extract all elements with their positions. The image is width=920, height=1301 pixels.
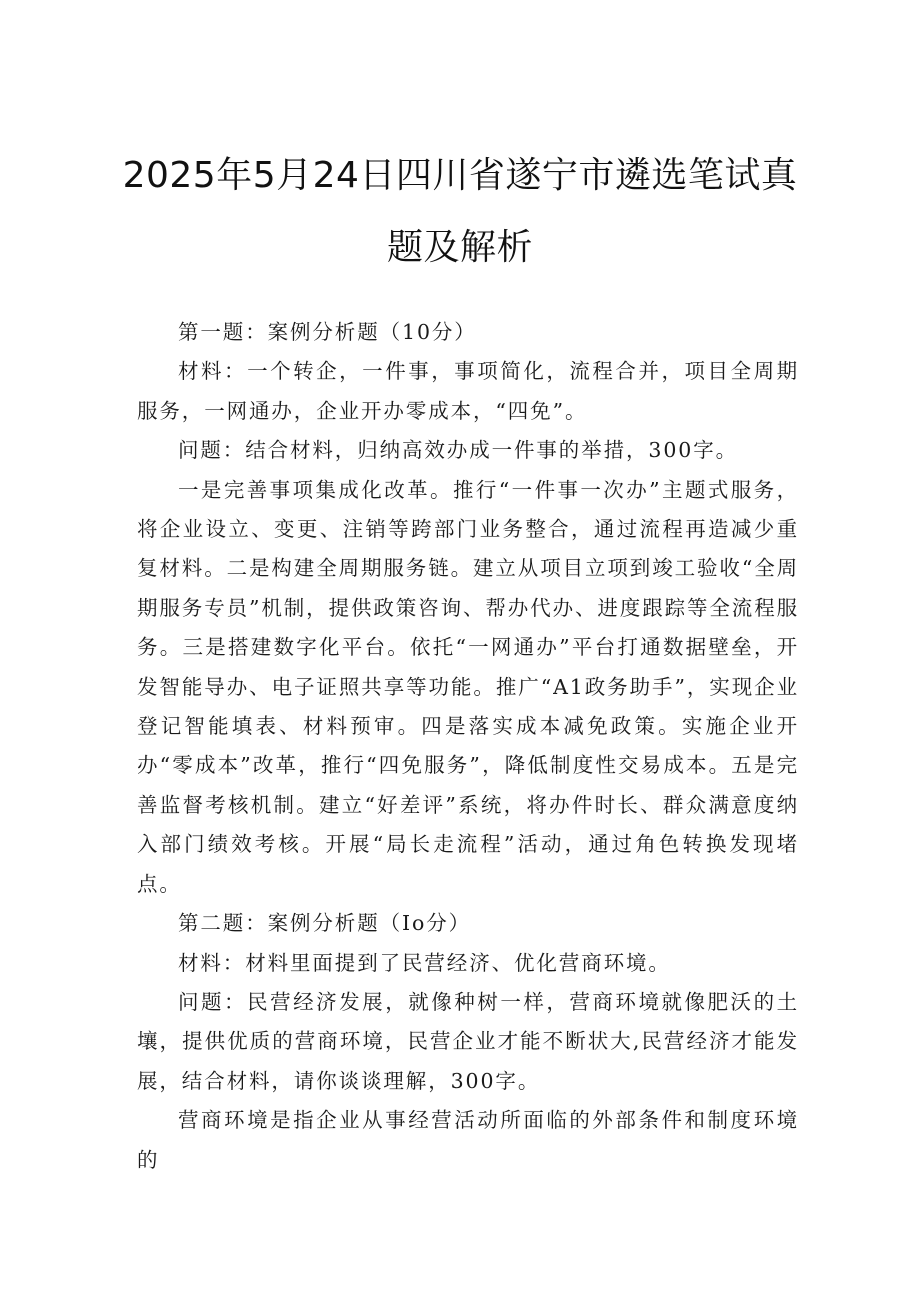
question-2-answer: 营商环境是指企业从事经营活动所面临的外部条件和制度环境的	[137, 1108, 799, 1172]
title-line-2: 题及解析	[386, 227, 533, 268]
document-title	[100, 140, 820, 284]
question-1-answer: 一是完善事项集成化改革。推行“一件事一次办”主题式服务，将企业设立、变更、注销等跨部门业务整合，通过流程再造减少重复材料。二是构建全周期服务链。建立从项目立项到竣工验收“全周期服务专员”机制，提供政策咨询、帮办代办、进度跟踪等全流程服务。三是搭建数字化平台。依托“一网通办”平台打通数据壁垒，开发智能导办、电子证照共享等功能。推广“A1政务助手”，实现企业登记智能填表、材料预审。四是落实成本减免政策。实施企业开办“零成本”改革，推行“四免服务”，降低制度性交易成本。五是完善监督考核机制。建立“好差评”系统，将办件时长、群众满意度纳入部门绩效考核。开展“局长走流程”活动，通过角色转换发现堵点。	[137, 477, 799, 896]
question-2-prompt: 问题：民营经济发展，就像种树一样，营商环境就像肥沃的土壤，提供优质的营商环境，民营企业才能不断状大,民营经济才能发展，结合材料，请你谈谈理解，300字。	[137, 989, 799, 1093]
document-body	[137, 313, 799, 1180]
question-2-material: 材料：材料里面提到了民营经济、优化营商环境。	[178, 950, 671, 975]
question-1-heading: 第一题：案例分析题（10分）	[178, 320, 477, 344]
question-2-heading: 第二题：案例分析题（Io分）	[178, 911, 472, 936]
title-line-1: 2025年5月24日四川省遂宁市遴选笔试真	[122, 155, 798, 196]
question-1-material: 材料：一个转企，一件事，事项简化，流程合并，项目全周期服务，一网通办，企业开办零成本，“四免”。	[137, 359, 799, 423]
question-1-prompt: 问题：结合材料，归纳高效办成一件事的举措，300字。	[178, 438, 739, 463]
